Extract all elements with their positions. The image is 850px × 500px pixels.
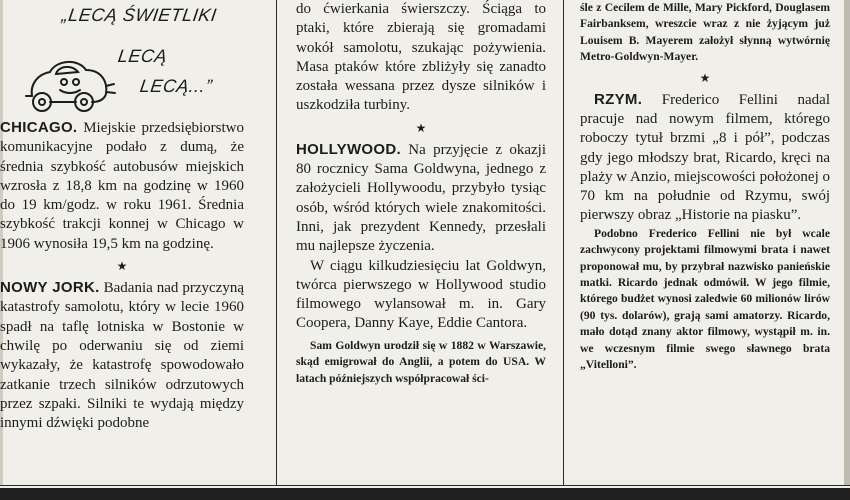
- article-rome-small-paragraph: Podobno Frederico Fellini nie był wcale zachwycony projektami filmowymi brata i nawet proponował mu, by przybrał nazwisko panieńskie matki. Ricardo jednak odmówił. W jego filmie, którego budżet wynosi zaledwie 60 milionów lirów (90 tys. dolarów), grają sami amatorzy. Ricardo, mało dotąd znany aktor filmowy, wystąpił m. in. we wczesnym filmie swego sławnego brata „Vitelloni”.: [580, 226, 830, 371]
- article-chicago-text: Miejskie przedsiębiorstwo komunikacyjne podało z dumą, że średnia szybkość autobusów miejskich wzrosła z 18,8 km na godzinę w 1960 do 19 km/godz. w roku 1961. Średnia szybkość trakcji konnej w Chicago w 1906 wynosiła 19,5 km na godzinę.: [0, 120, 244, 252]
- article-new-york-text: Badania nad przyczyną katastrofy samolotu, który w lecie 1960 spadł na taflę lotniska w Bostonie w chwilę po oderwaniu się od ziemi wykazały, że katastrofę spowodowało zatkanie trzech silników odrzutowych przez szpaki. Silniki te wydają między innymi dźwięki podobne: [0, 280, 244, 432]
- article-hollywood-paragraph-2: W ciągu kilkudziesięciu lat Goldwyn, twórca pierwszego w Hollywood studio filmowego wylansował m. in. Gary Coopera, Danny Kaye, Eddie Cantora.: [296, 257, 546, 332]
- article-hollywood-text: Na przyjęcie z okazji 80 rocznicy Sama Goldwyna, jednego z założycieli Hollywoodu, przybyło tysiąc osób, wśród których wiele znakomitości. Inni, jak prezydent Kennedy, przesłali mu najlepsze życzenia.: [296, 141, 546, 255]
- logo-title: „LECĄ ŚWIETLIKI: [60, 5, 218, 25]
- section-logo: [0, 0, 244, 118]
- article-hollywood-continuation: śle z Cecilem de Mille, Mary Pickford, Douglasem Fairbanksem, wreszcie wraz z nie żyjącym już Louisem B. Mayerem założył słynną wytwórnię Metro-Goldwyn-Mayer.: [580, 1, 830, 64]
- dateline-hollywood: HOLLYWOOD.: [296, 140, 401, 158]
- article-rome-text: Frederico Fellini nadal pracuje nad nowym filmem, którego roboczy tytuł brzmi „8 i pół”, podczas gdy jego młodszy brat, Ricardo, kręci na plaży w Anzio, miejscowości położonej o 70 km na południe od Rzymu, swój pierwszy obraz „Historie na piasku”.: [580, 91, 830, 224]
- column-1: [0, 0, 244, 486]
- cartoon-car-icon: [20, 48, 120, 118]
- column-divider-1: [276, 0, 277, 486]
- separator-star: ★: [415, 120, 427, 135]
- dateline-chicago: CHICAGO.: [0, 119, 78, 136]
- article-hollywood-small-paragraph: Sam Goldwyn urodził się w 1882 w Warszawie, skąd emigrował do Anglii, a potem do USA. W latach późniejszych współpracował ści-: [296, 338, 546, 385]
- logo-line-2: LECĄ: [116, 46, 169, 66]
- bottom-rule: [0, 488, 850, 500]
- column-3: [580, 0, 830, 486]
- article-new-york-continuation: do ćwierkania świerszczy. Ściąga to ptaki, które zbierają się gromadami wokół samolotu, szukając pożywienia. Masa ptaków które zbliżyły się zanadto została wessana przez dysze silników i uszkodziła turbiny.: [296, 1, 546, 114]
- column-divider-2: [563, 0, 564, 486]
- column-2: [296, 0, 546, 486]
- page-right-edge: [844, 0, 850, 486]
- separator-star: ★: [116, 259, 128, 274]
- separator-star: ★: [699, 70, 711, 85]
- logo-line-3: LECĄ...”: [138, 76, 214, 96]
- dateline-rome: RZYM.: [594, 90, 643, 108]
- dateline-new-york: NOWY JORK.: [0, 279, 100, 297]
